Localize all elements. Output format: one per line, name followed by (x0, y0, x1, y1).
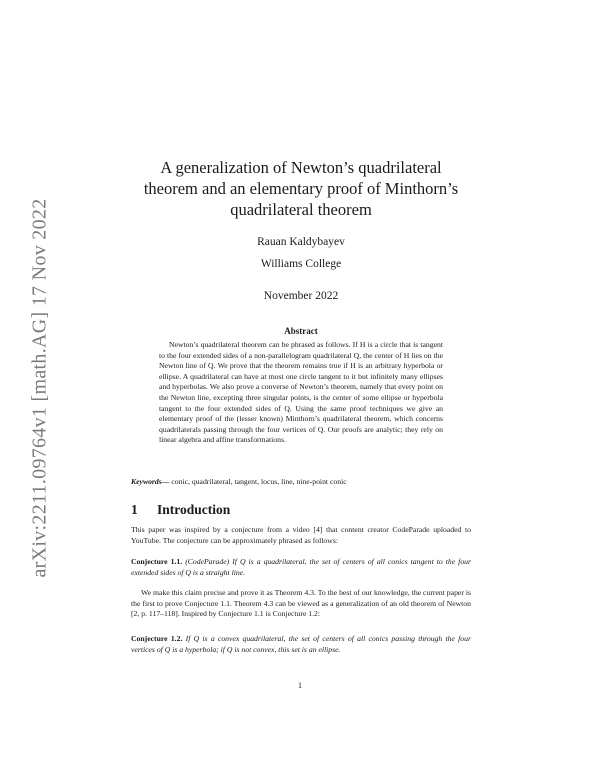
conjecture-1-1 (131, 557, 471, 578)
conjecture-1-2 (131, 634, 471, 655)
section-heading (131, 502, 230, 518)
affiliation: Williams College (260, 258, 342, 270)
claim-paragraph: We make this claim precise and prove it as Theorem 4.3. To the best of our knowledge, the current paper is the first to prove Conjecture 1.1. Theorem 4.3 can be viewed as a generalization of an old theorem of Newton [2, p. 117–118]. Inspired by Conjecture 1.1 is Conjecture 1.2: (131, 588, 471, 619)
abstract-heading: Abstract (284, 326, 318, 336)
conjecture-text: If Q is a convex quadrilateral, the set of centers of all conics passing through the four vertices of Q is a hyperbola; if Q is not convex, this set is an ellipse. (131, 634, 471, 654)
keywords-label: Keywords— (131, 477, 170, 486)
title-line: quadrilateral theorem (230, 200, 372, 219)
keywords (131, 477, 471, 486)
keywords-text: conic, quadrilateral, tangent, locus, line, nine-point conic (169, 477, 347, 486)
conjecture-label: Conjecture 1.2. (131, 634, 183, 643)
author: Rauan Kaldybayev (257, 236, 345, 248)
section-number: 1 (131, 502, 138, 517)
date: November 2022 (263, 290, 339, 302)
page-number: 1 (298, 681, 302, 690)
conjecture-text: (CodeParade) If Q is a quadrilateral, the set of centers of all conics tangent to the four extended sides of Q is a straight line. (131, 557, 471, 577)
title-line: A generalization of Newton’s quadrilateral (160, 158, 442, 177)
section-title: Introduction (157, 502, 231, 517)
title-line: theorem and an elementary proof of Minthorn’s (143, 179, 459, 198)
paper-title (131, 157, 471, 220)
conjecture-label: Conjecture 1.1. (131, 557, 183, 566)
abstract-body: Newton’s quadrilateral theorem can be phrased as follows. If H is a circle that is tangent to the four extended sides of a non-parallelogram quadrilateral Q, the center of H lies on the Newton line of Q. We prove that the theorem remains true if H is an arbitrary hyperbola or ellipse. A quadrilateral can have at most one circle tangent to it but infinitely many ellipses and hyperbolas. We also prove a converse of Newton’s theorem, namely that every point on the Newton line, excepting three singular points, is the center of some ellipse or hyperbola tangent to the four extended sides of Q. Using the same proof techniques we give an elementary proof of the (lesser known) Minthorn’s quadrilateral theorem, which concerns quadrilaterals passing through the four vertices of Q. Our proofs are analytic; they rely on linear algebra and affine transformations. (159, 340, 443, 445)
intro-paragraph: This paper was inspired by a conjecture from a video [4] that content creator CodeParade uploaded to YouTube. The conjecture can be approximately phrased as follows: (131, 525, 471, 545)
arxiv-stamp: arXiv:2211.09764v1 [math.AG] 17 Nov 2022 (28, 198, 51, 578)
